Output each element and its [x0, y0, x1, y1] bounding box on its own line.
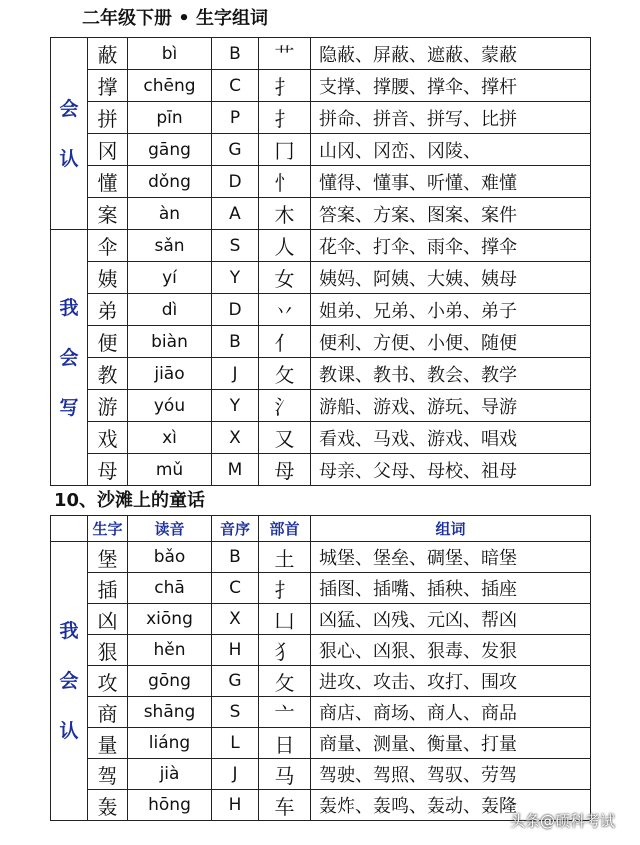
table-row: [51, 604, 591, 635]
phonetic-order-cell: D: [212, 166, 259, 198]
radical-cell: 人: [259, 230, 311, 262]
column-header: 部首: [259, 516, 311, 542]
radical-cell: 女: [259, 262, 311, 294]
phonetic-order-cell: D: [212, 294, 259, 326]
phonetic-order-cell: Y: [212, 390, 259, 422]
character-cell: 撑: [88, 70, 128, 102]
word-group-cell: 教课、教书、教会、教学: [311, 358, 591, 390]
group-label-char: 会: [59, 670, 79, 692]
character-cell: 懂: [88, 166, 128, 198]
column-header: 生字: [88, 516, 128, 542]
pinyin-cell: jiāo: [128, 358, 212, 390]
character-cell: 蔽: [88, 38, 128, 70]
table-row: [51, 666, 591, 697]
radical-cell: 丷: [259, 294, 311, 326]
character-cell: 凶: [88, 604, 128, 635]
radical-cell: 扌: [259, 573, 311, 604]
pinyin-cell: chēng: [128, 70, 212, 102]
pinyin-cell: dǒng: [128, 166, 212, 198]
radical-cell: 又: [259, 422, 311, 454]
group-label-char: 我: [59, 296, 79, 319]
table-row: [51, 728, 591, 759]
group-label-char: 认: [59, 147, 79, 170]
character-cell: 伞: [88, 230, 128, 262]
radical-cell: 攵: [259, 358, 311, 390]
table-row: [51, 198, 591, 230]
character-cell: 母: [88, 454, 128, 486]
radical-cell: 木: [259, 198, 311, 230]
pinyin-cell: chā: [128, 573, 212, 604]
word-group-cell: 轰炸、轰鸣、轰动、轰隆: [311, 790, 591, 821]
word-group-cell: 便利、方便、小便、随便: [311, 326, 591, 358]
table-row: [51, 326, 591, 358]
pinyin-cell: jià: [128, 759, 212, 790]
radical-cell: 马: [259, 759, 311, 790]
page-title: 二年级下册 • 生字组词: [82, 8, 269, 29]
radical-cell: 忄: [259, 166, 311, 198]
pinyin-cell: hěn: [128, 635, 212, 666]
pinyin-cell: bǎo: [128, 542, 212, 573]
pinyin-cell: mǔ: [128, 454, 212, 486]
radical-cell: 氵: [259, 390, 311, 422]
word-group-cell: 驾驶、驾照、驾驭、劳驾: [311, 759, 591, 790]
phonetic-order-cell: A: [212, 198, 259, 230]
table-row: [51, 38, 591, 70]
vocab-table-1: [50, 37, 591, 486]
pinyin-cell: yóu: [128, 390, 212, 422]
word-group-cell: 凶猛、凶残、元凶、帮凶: [311, 604, 591, 635]
phonetic-order-cell: H: [212, 635, 259, 666]
table-row: [51, 759, 591, 790]
table-header-row: [51, 516, 591, 542]
pinyin-cell: bì: [128, 38, 212, 70]
word-group-cell: 看戏、马戏、游戏、唱戏: [311, 422, 591, 454]
group-label: [51, 38, 88, 230]
group-label-char: 我: [59, 620, 79, 642]
word-group-cell: 山冈、冈峦、冈陵、: [311, 134, 591, 166]
character-cell: 插: [88, 573, 128, 604]
pinyin-cell: xiōng: [128, 604, 212, 635]
word-group-cell: 商量、测量、衡量、打量: [311, 728, 591, 759]
radical-cell: 犭: [259, 635, 311, 666]
watermark: 头条@硕科考试: [510, 812, 616, 830]
phonetic-order-cell: X: [212, 604, 259, 635]
phonetic-order-cell: S: [212, 697, 259, 728]
character-cell: 便: [88, 326, 128, 358]
table-row: [51, 390, 591, 422]
header-blank-cell: [51, 516, 88, 542]
pinyin-cell: gōng: [128, 666, 212, 697]
phonetic-order-cell: M: [212, 454, 259, 486]
phonetic-order-cell: G: [212, 134, 259, 166]
phonetic-order-cell: P: [212, 102, 259, 134]
character-cell: 量: [88, 728, 128, 759]
pinyin-cell: àn: [128, 198, 212, 230]
word-group-cell: 进攻、攻击、攻打、围攻: [311, 666, 591, 697]
table-row: [51, 542, 591, 573]
radical-cell: 凵: [259, 604, 311, 635]
character-cell: 轰: [88, 790, 128, 821]
pinyin-cell: shāng: [128, 697, 212, 728]
word-group-cell: 隐蔽、屏蔽、遮蔽、蒙蔽: [311, 38, 591, 70]
phonetic-order-cell: J: [212, 759, 259, 790]
table-row: [51, 294, 591, 326]
column-header: 组词: [311, 516, 591, 542]
pinyin-cell: biàn: [128, 326, 212, 358]
phonetic-order-cell: X: [212, 422, 259, 454]
pinyin-cell: xì: [128, 422, 212, 454]
word-group-cell: 花伞、打伞、雨伞、撑伞: [311, 230, 591, 262]
word-group-cell: 商店、商场、商人、商品: [311, 697, 591, 728]
word-group-cell: 答案、方案、图案、案件: [311, 198, 591, 230]
character-cell: 教: [88, 358, 128, 390]
lesson-title: 10、沙滩上的童话: [54, 490, 206, 511]
word-group-cell: 母亲、父母、母校、祖母: [311, 454, 591, 486]
phonetic-order-cell: G: [212, 666, 259, 697]
radical-cell: 艹: [259, 38, 311, 70]
character-cell: 冈: [88, 134, 128, 166]
character-cell: 商: [88, 697, 128, 728]
phonetic-order-cell: Y: [212, 262, 259, 294]
phonetic-order-cell: B: [212, 38, 259, 70]
group-label-char: 认: [59, 720, 79, 742]
table-row: [51, 70, 591, 102]
phonetic-order-cell: C: [212, 70, 259, 102]
pinyin-cell: hōng: [128, 790, 212, 821]
radical-cell: 亻: [259, 326, 311, 358]
phonetic-order-cell: B: [212, 326, 259, 358]
radical-cell: 扌: [259, 70, 311, 102]
column-header: 音序: [212, 516, 259, 542]
table-row: [51, 573, 591, 604]
group-label: [51, 542, 88, 821]
radical-cell: 冂: [259, 134, 311, 166]
word-group-cell: 拼命、拼音、拼写、比拼: [311, 102, 591, 134]
character-cell: 案: [88, 198, 128, 230]
column-header: 读音: [128, 516, 212, 542]
phonetic-order-cell: H: [212, 790, 259, 821]
table-row: [51, 358, 591, 390]
word-group-cell: 姐弟、兄弟、小弟、弟子: [311, 294, 591, 326]
word-group-cell: 城堡、堡垒、碉堡、暗堡: [311, 542, 591, 573]
character-cell: 狠: [88, 635, 128, 666]
table-row: [51, 422, 591, 454]
radical-cell: 扌: [259, 102, 311, 134]
radical-cell: 母: [259, 454, 311, 486]
table-row: [51, 262, 591, 294]
character-cell: 堡: [88, 542, 128, 573]
pinyin-cell: yí: [128, 262, 212, 294]
group-label-char: 会: [59, 97, 79, 120]
phonetic-order-cell: L: [212, 728, 259, 759]
pinyin-cell: pīn: [128, 102, 212, 134]
phonetic-order-cell: S: [212, 230, 259, 262]
phonetic-order-cell: B: [212, 542, 259, 573]
table-row: [51, 134, 591, 166]
pinyin-cell: liáng: [128, 728, 212, 759]
phonetic-order-cell: C: [212, 573, 259, 604]
word-group-cell: 姨妈、阿姨、大姨、姨母: [311, 262, 591, 294]
group-label-char: 会: [59, 346, 79, 369]
pinyin-cell: gāng: [128, 134, 212, 166]
radical-cell: 土: [259, 542, 311, 573]
phonetic-order-cell: J: [212, 358, 259, 390]
pinyin-cell: sǎn: [128, 230, 212, 262]
character-cell: 拼: [88, 102, 128, 134]
vocab-table-2: [50, 515, 591, 821]
radical-cell: 攵: [259, 666, 311, 697]
radical-cell: 车: [259, 790, 311, 821]
word-group-cell: 狠心、凶狠、狠毒、发狠: [311, 635, 591, 666]
word-group-cell: 支撑、撑腰、撑伞、撑杆: [311, 70, 591, 102]
table-row: [51, 230, 591, 262]
table-row: [51, 635, 591, 666]
word-group-cell: 插图、插嘴、插秧、插座: [311, 573, 591, 604]
word-group-cell: 游船、游戏、游玩、导游: [311, 390, 591, 422]
word-group-cell: 懂得、懂事、听懂、难懂: [311, 166, 591, 198]
character-cell: 驾: [88, 759, 128, 790]
pinyin-cell: dì: [128, 294, 212, 326]
group-label-char: 写: [59, 396, 79, 419]
character-cell: 游: [88, 390, 128, 422]
table-row: [51, 697, 591, 728]
radical-cell: 日: [259, 728, 311, 759]
group-label: [51, 230, 88, 486]
character-cell: 攻: [88, 666, 128, 697]
character-cell: 弟: [88, 294, 128, 326]
character-cell: 戏: [88, 422, 128, 454]
table-row: [51, 102, 591, 134]
radical-cell: 亠: [259, 697, 311, 728]
table-row: [51, 454, 591, 486]
table-row: [51, 166, 591, 198]
character-cell: 姨: [88, 262, 128, 294]
